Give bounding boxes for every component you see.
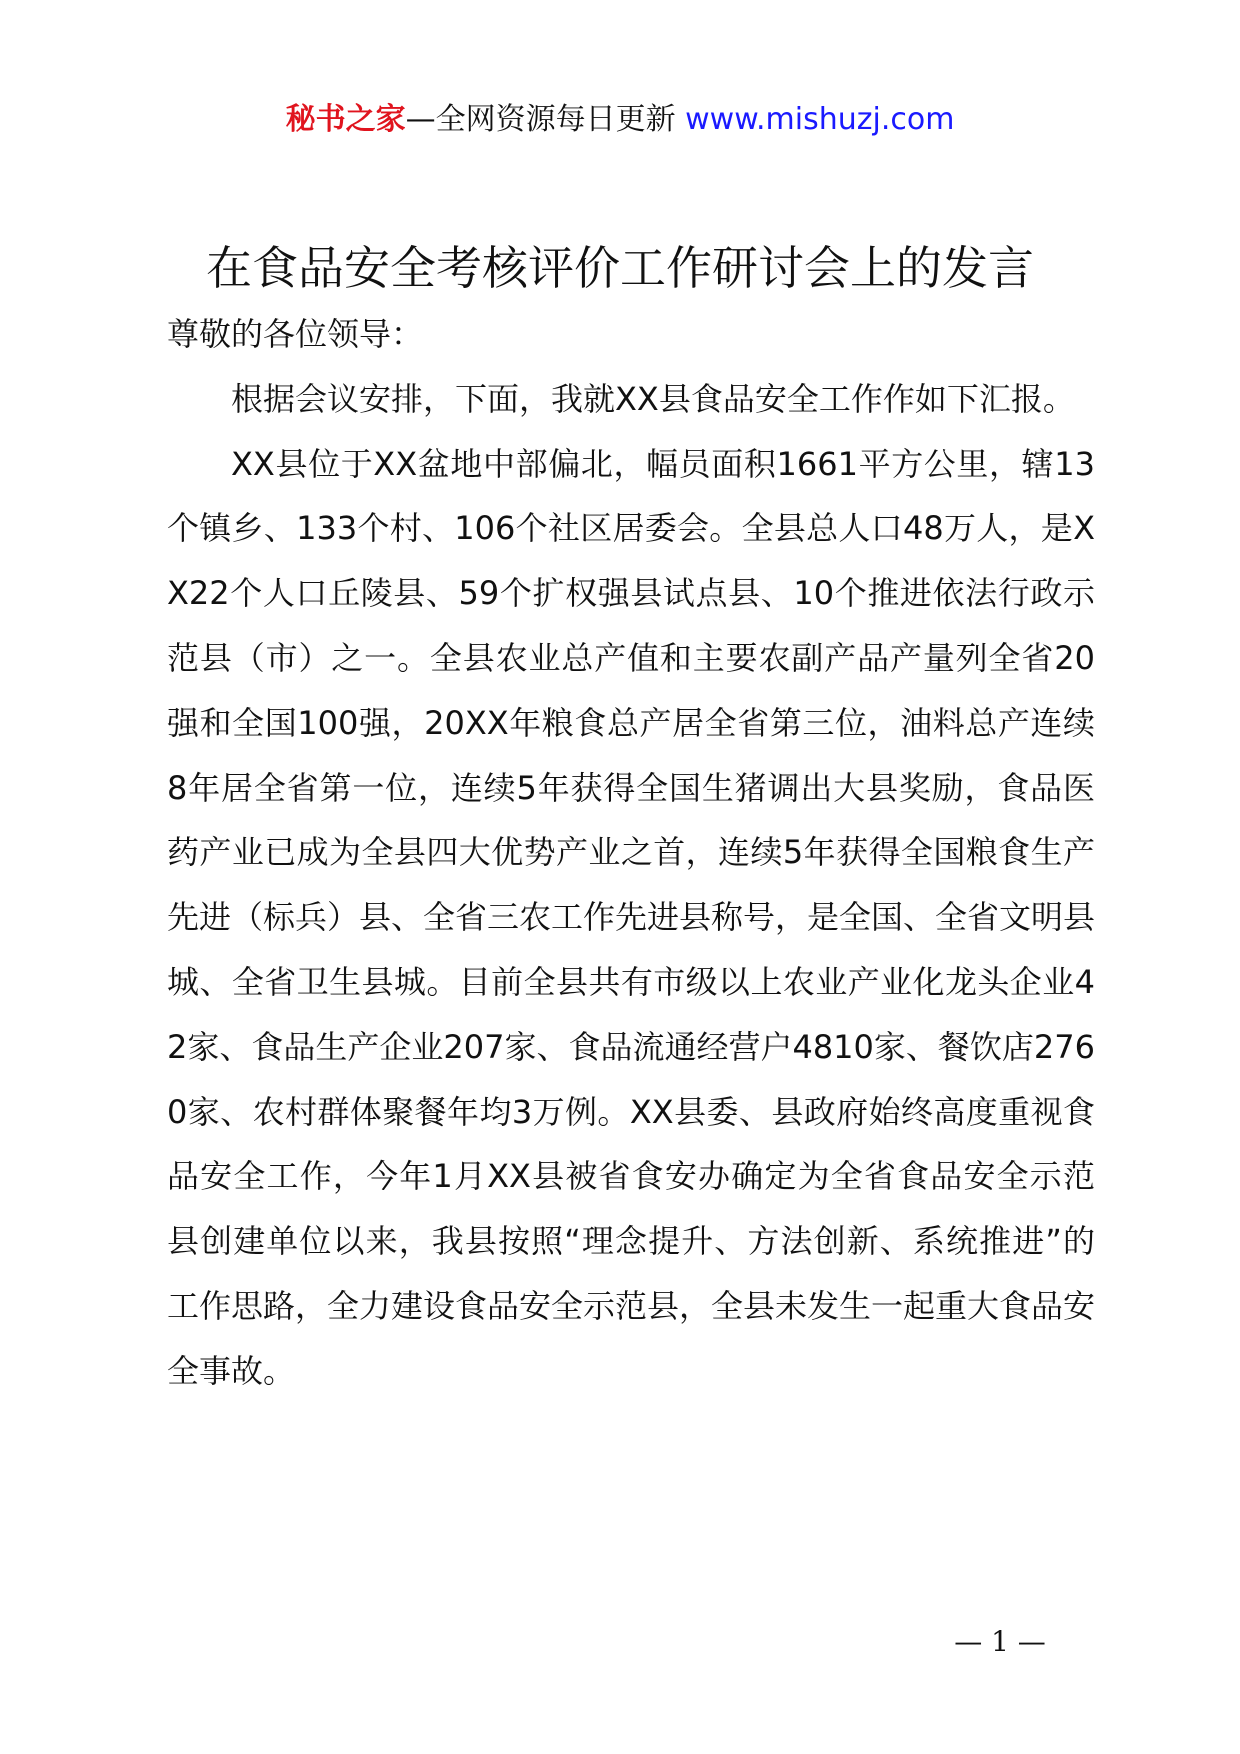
document-title: 在食品安全考核评价工作研讨会上的发言 [206,241,1034,295]
salutation: 尊敬的各位领导： [167,315,424,353]
document-body [167,302,1095,1404]
brand-name: 秘书之家 [285,102,406,137]
page-number: — 1 — [954,1625,1046,1658]
banner-slogan: —全网资源每日更新 [405,102,676,137]
header-banner [0,100,1240,140]
banner-url-link[interactable]: www.mishuzj.com [685,102,955,137]
body-paragraph: XX县位于XX盆地中部偏北，幅员面积1661平方公里，辖13个镇乡、133个村、106个社区居委会。全县总人口48万人，是XX22个人口丘陵县、59个扩权强县试点县、10个推进依法行政示范县（市）之一。全县农业总产值和主要农副产品产量列全省20强和全国100强，20XX年粮食总产居全省第三位，油料总产连续8年居全省第一位，连续5年获得全国生猪调出大县奖励，食品医药产业已成为全县四大优势产业之首，连续5年获得全国粮食生产先进（标兵）县、全省三农工作先进县称号，是全国、全省文明县城、全省卫生县城。目前全县共有市级以上农业产业化龙头企业42家、食品生产企业207家、食品流通经营户4810家、餐饮店2760家、农村群体聚餐年均3万例。XX县委、县政府始终高度重视食品安全工作，今年1月XX县被省食安办确定为全省食品安全示范县创建单位以来，我县按照“理念提升、方法创新、系统推进”的工作思路，全力建设食品安全示范县，全县未发生一起重大食品安全事故。 [167,444,1096,1390]
body-paragraph: 根据会议安排，下面，我就XX县食品安全工作作如下汇报。 [231,379,1075,418]
